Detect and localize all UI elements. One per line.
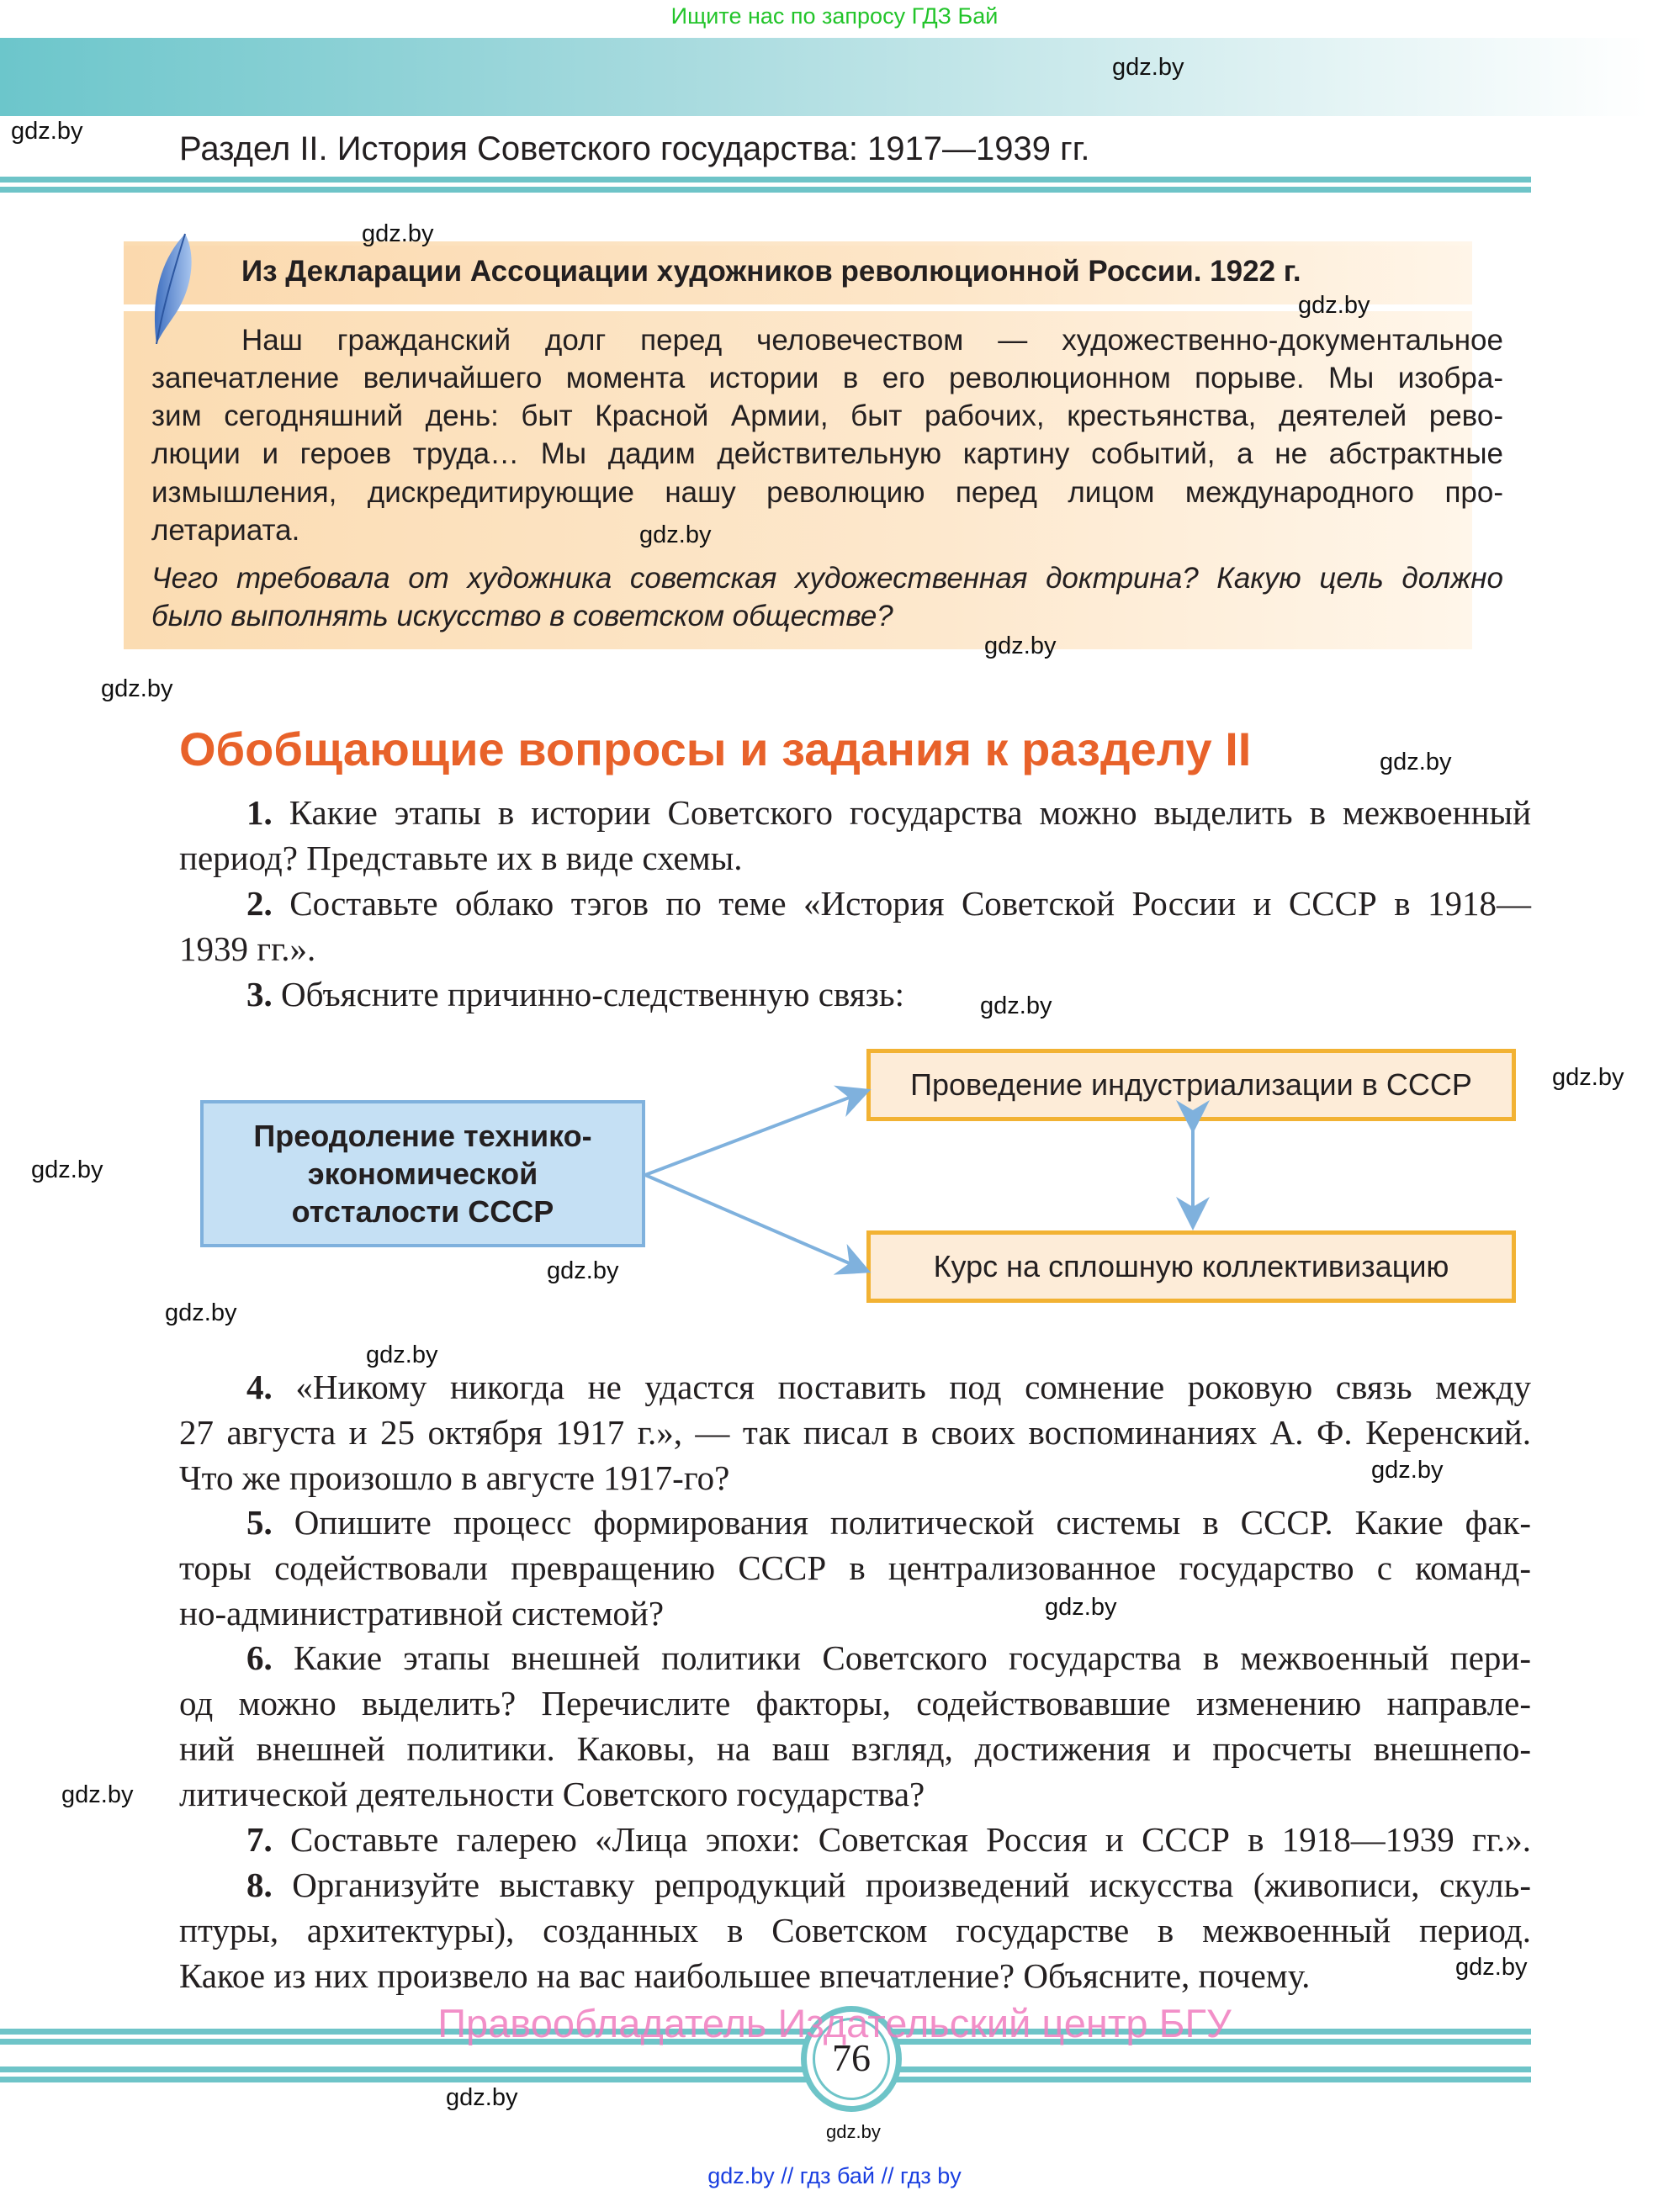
question-number: 2.: [246, 884, 273, 923]
question-text: 27 августа и 25 октября 1917 г.», — так писал в своих воспоминаниях А. Ф. Керенский.: [179, 1413, 1531, 1452]
watermark: gdz.by: [165, 1299, 237, 1326]
watermark: gdz.by: [362, 220, 434, 247]
watermark: gdz.by: [1380, 749, 1452, 775]
cause-line: отсталости СССР: [291, 1194, 554, 1229]
source-line: запечатление величайшего момента истории в его революционном порыве. Мы изобра-: [151, 362, 1503, 394]
source-line: зим сегодняшний день: быт Красной Армии, быт рабочих, крестьянства, деятелей рево-: [151, 400, 1503, 432]
question-text: Составьте галерею «Лица эпохи: Советская Россия и СССР в 1918—1939 гг.».: [289, 1820, 1531, 1859]
question-text: птуры, архитектуры), созданных в Советском государстве в межвоенный период.: [179, 1911, 1531, 1950]
question-number: 5.: [246, 1503, 273, 1542]
question-text: Какое из них произвело на вас наибольшее впечатление? Объясните, почему.: [179, 1956, 1311, 1995]
watermark: gdz.by: [984, 632, 1057, 659]
watermark: gdz.by: [11, 118, 83, 145]
question-text: «Никому никогда не удастся поставить под сомнение роковую связь между: [295, 1368, 1531, 1406]
cause-line: Преодоление технико-: [253, 1119, 592, 1153]
watermark: gdz.by: [1455, 1954, 1528, 1981]
question-number: 8.: [246, 1865, 273, 1904]
bottom-links[interactable]: gdz.by // гдз бай // гдз by: [707, 2163, 962, 2188]
watermark: gdz.by: [980, 992, 1052, 1019]
footer-rule: [0, 2077, 1531, 2082]
question-text: литической деятельности Советского государства?: [179, 1775, 925, 1813]
source-question: было выполнять искусство в советском обществе?: [151, 600, 893, 632]
section-title: Раздел II. История Советского государства: 1917—1939 гг.: [179, 130, 1090, 167]
question-text: Объясните причинно-следственную связь:: [281, 975, 904, 1013]
question-text: Какие этапы в истории Советского государства можно выделить в межвоенный: [289, 793, 1532, 832]
question-text: ний внешней политики. Каковы, на ваш взгляд, достижения и просчеты внешнепо-: [179, 1729, 1531, 1768]
watermark: gdz.by: [101, 675, 173, 702]
question-text: Составьте облако тэгов по теме «История Советской России и СССР в 1918—: [289, 884, 1532, 923]
watermark: gdz.by: [826, 2121, 881, 2142]
watermark: gdz.by: [366, 1341, 438, 1368]
question-text: 1939 гг.».: [179, 929, 316, 968]
footer-rule: [0, 2066, 1531, 2072]
page-number: 76: [832, 2036, 871, 2079]
watermark: gdz.by: [1552, 1064, 1624, 1091]
watermark: gdz.by: [446, 2084, 518, 2111]
watermark: gdz.by: [31, 1156, 103, 1183]
search-hint: Ищите нас по запросу ГДЗ Бай: [670, 3, 999, 29]
question-text: од можно выделить? Перечислите факторы, содействовавшие изменению направле-: [179, 1684, 1531, 1723]
question-number: 1.: [246, 793, 273, 832]
question-number: 6.: [246, 1638, 273, 1677]
source-line: измышления, дискредитирующие нашу революцию перед лицом международного про-: [151, 476, 1503, 509]
source-line: Наш гражданский долг перед человечеством — художественно-документальное: [241, 324, 1503, 357]
question-text: Что же произошло в августе 1917-го?: [179, 1458, 730, 1497]
section-heading: Обобщающие вопросы и задания к разделу II: [179, 722, 1252, 775]
watermark: gdz.by: [1045, 1594, 1117, 1621]
question-text: Организуйте выставку репродукций произведений искусства (живописи, скуль-: [292, 1865, 1531, 1904]
watermark: gdz.by: [1112, 54, 1184, 81]
question-text: период? Представьте их в виде схемы.: [179, 839, 743, 877]
arrow-to-industrialization: [645, 1092, 865, 1175]
source-question: Чего требовала от художника советская художественная доктрина? Какую цель должно: [151, 562, 1503, 595]
question-text: Опишите процесс формирования политической системы в СССР. Какие фак-: [294, 1503, 1532, 1542]
watermark: gdz.by: [1298, 292, 1370, 319]
watermark: gdz.by: [61, 1781, 134, 1808]
effect-label: Проведение индустриализации в СССР: [910, 1067, 1472, 1102]
source-line: люции и героев труда… Мы дадим действительную картину событий, а не абстрактные: [151, 437, 1503, 470]
source-title: Из Декларации Ассоциации художников революционной России. 1922 г.: [241, 255, 1301, 288]
question-text: но-административной системой?: [179, 1594, 665, 1633]
copyright-watermark: Правообладатель Издательский центр БГУ: [437, 2001, 1232, 2045]
question-number: 7.: [246, 1820, 273, 1859]
source-line: летариата.: [151, 514, 300, 547]
cause-line: экономической: [307, 1156, 538, 1191]
arrow-to-collectivization: [645, 1175, 865, 1270]
watermark: gdz.by: [639, 521, 712, 548]
effect-label: Курс на сплошную коллективизацию: [933, 1249, 1449, 1283]
question-text: торы содействовали превращению СССР в централизованное государство с команд-: [179, 1548, 1531, 1587]
question-number: 4.: [246, 1368, 273, 1406]
question-number: 3.: [246, 975, 273, 1013]
question-text: Какие этапы внешней политики Советского государства в межвоенный пери-: [294, 1638, 1532, 1677]
watermark: gdz.by: [1371, 1457, 1444, 1484]
watermark: gdz.by: [547, 1257, 619, 1284]
